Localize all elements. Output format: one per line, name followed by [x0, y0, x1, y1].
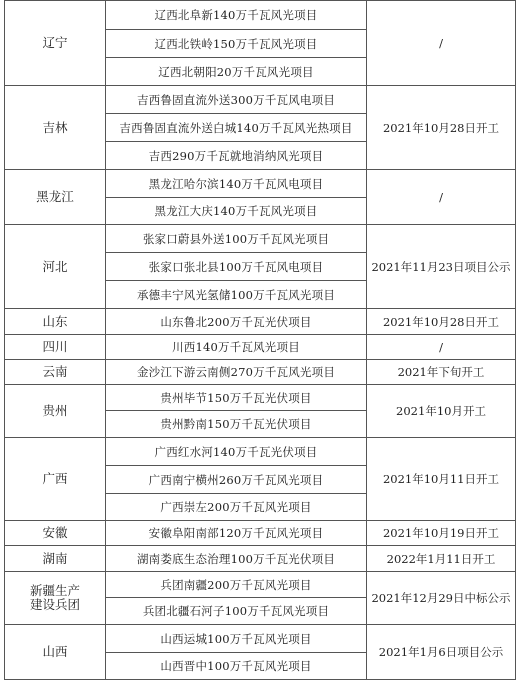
project-cell: 山西运城100万千瓦风光项目	[106, 625, 367, 653]
table-row	[5, 335, 516, 360]
project-cell: 安徽阜阳南部120万千瓦风光项目	[106, 521, 367, 546]
table-row	[5, 309, 516, 335]
project-cell: 贵州黔南150万千瓦光伏项目	[106, 411, 367, 438]
status-cell: 2022年1月11日开工	[367, 546, 516, 572]
project-cell: 黑龙江哈尔滨140万千瓦风电项目	[106, 170, 367, 198]
project-cell: 吉西鲁固直流外送白城140万千瓦风光热项目	[106, 114, 367, 142]
project-cell: 辽西北朝阳20万千瓦风光项目	[106, 58, 367, 86]
province-cell: 山东	[5, 309, 106, 335]
status-cell: /	[367, 170, 516, 225]
province-line-2: 建设兵团	[29, 597, 80, 612]
project-cell: 山西晋中100万千瓦风光项目	[106, 653, 367, 680]
status-cell: 2021年11月23日项目公示	[367, 225, 516, 309]
province-cell: 安徽	[5, 521, 106, 546]
project-table	[4, 0, 516, 680]
table-row	[5, 546, 516, 572]
project-cell: 川西140万千瓦风光项目	[106, 335, 367, 360]
status-cell: 2021年10月19日开工	[367, 521, 516, 546]
province-cell: 湖南	[5, 546, 106, 572]
status-cell: 2021年10月28日开工	[367, 309, 516, 335]
table-row	[5, 225, 516, 253]
project-cell: 贵州毕节150万千瓦光伏项目	[106, 385, 367, 411]
project-cell: 张家口张北县100万千瓦风电项目	[106, 253, 367, 281]
project-cell: 辽西北铁岭150万千瓦风光项目	[106, 30, 367, 58]
province-cell: 吉林	[5, 86, 106, 170]
table-row	[5, 360, 516, 385]
status-cell: 2021年12月29日中标公示	[367, 572, 516, 625]
table-row	[5, 572, 516, 598]
status-cell: 2021年10月11日开工	[367, 438, 516, 521]
status-cell: /	[367, 1, 516, 86]
table-body	[5, 1, 516, 680]
province-name	[5, 584, 105, 612]
table-row	[5, 86, 516, 114]
province-cell: 广西	[5, 438, 106, 521]
table-row	[5, 170, 516, 198]
table-row	[5, 1, 516, 30]
project-cell: 兵团南疆200万千瓦风光项目	[106, 572, 367, 598]
province-cell: 山西	[5, 625, 106, 680]
province-cell: 河北	[5, 225, 106, 309]
project-cell: 吉西290万千瓦就地消纳风光项目	[106, 142, 367, 170]
project-cell: 山东鲁北200万千瓦光伏项目	[106, 309, 367, 335]
status-cell: 2021年1月6日项目公示	[367, 625, 516, 680]
project-cell: 张家口蔚县外送100万千瓦风光项目	[106, 225, 367, 253]
status-cell: 2021年下旬开工	[367, 360, 516, 385]
project-cell: 吉西鲁固直流外送300万千瓦风电项目	[106, 86, 367, 114]
status-cell: 2021年10月开工	[367, 385, 516, 438]
project-cell: 广西崇左200万千瓦风光项目	[106, 494, 367, 521]
province-cell: 黑龙江	[5, 170, 106, 225]
project-cell: 辽西北阜新140万千瓦风光项目	[106, 1, 367, 30]
province-cell: 辽宁	[5, 1, 106, 86]
project-cell: 广西红水河140万千瓦光伏项目	[106, 438, 367, 466]
province-cell: 贵州	[5, 385, 106, 438]
province-cell	[5, 572, 106, 625]
project-cell: 兵团北疆石河子100万千瓦风光项目	[106, 598, 367, 625]
project-cell: 广西南宁横州260万千瓦风光项目	[106, 466, 367, 494]
status-cell: 2021年10月28日开工	[367, 86, 516, 170]
status-cell: /	[367, 335, 516, 360]
province-cell: 四川	[5, 335, 106, 360]
province-line-1: 新疆生产	[29, 583, 80, 598]
project-cell: 黑龙江大庆140万千瓦风光项目	[106, 198, 367, 225]
project-cell: 湖南娄底生态治理100万千瓦光伏项目	[106, 546, 367, 572]
province-cell: 云南	[5, 360, 106, 385]
table-row	[5, 521, 516, 546]
table-row	[5, 438, 516, 466]
project-cell: 承德丰宁风光氢储100万千瓦风光项目	[106, 281, 367, 309]
table-row	[5, 625, 516, 653]
project-cell: 金沙江下游云南侧270万千瓦风光项目	[106, 360, 367, 385]
table-row	[5, 385, 516, 411]
